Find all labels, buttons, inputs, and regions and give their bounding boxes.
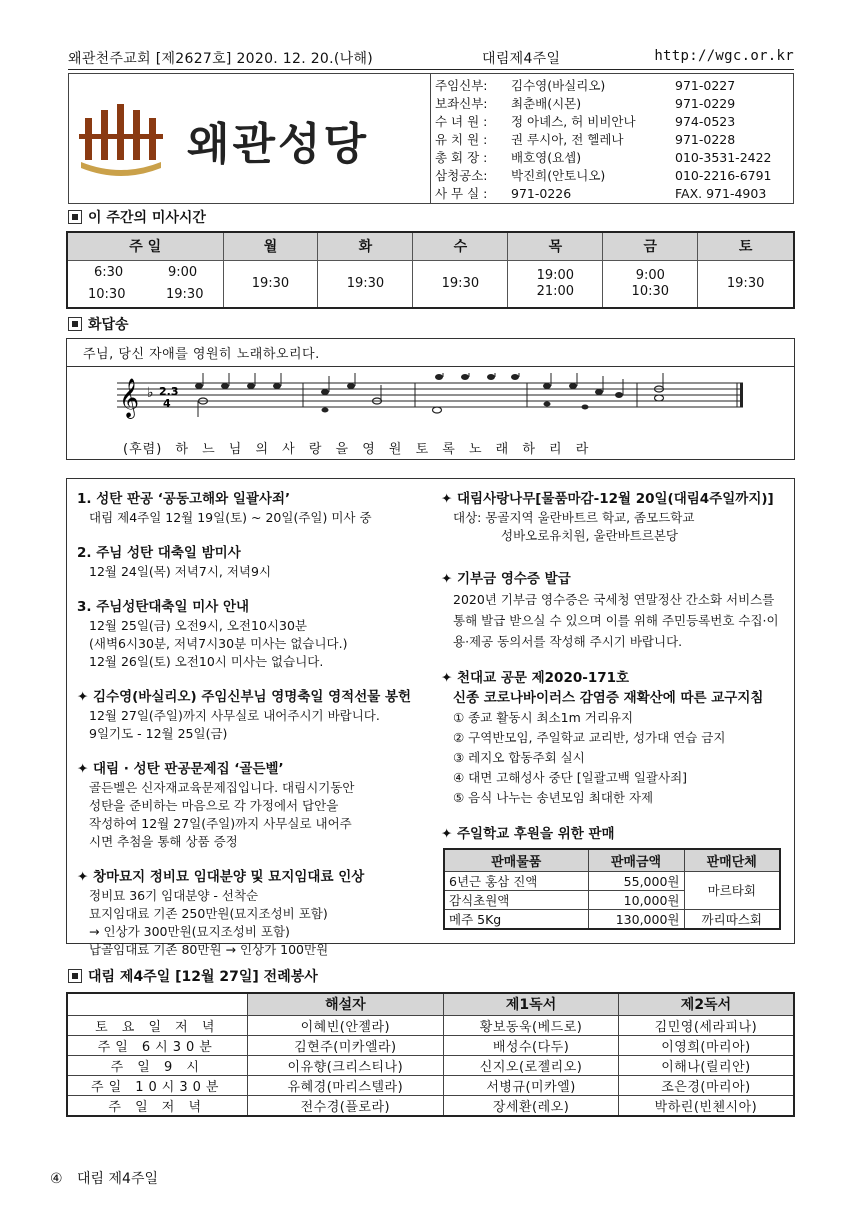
news-title: 3. 주님성탄대축일 미사 안내 — [77, 599, 250, 615]
news-line: 12월 27일(주일)까지 사무실로 내어주시기 바랍니다. — [89, 708, 380, 723]
news-line: 대상: 몽골지역 울란바트르 학교, 좀모드학교 — [453, 510, 695, 525]
news-title: ✦ 주일학교 후원을 위한 판매 — [441, 826, 615, 842]
service-time: 주 일 저 녁 — [67, 1095, 247, 1116]
staff-name: 김수영(바실리오) — [511, 78, 606, 93]
guideline-item: ① 종교 활동시 최소1m 거리유지 — [453, 710, 634, 725]
liturgical-day: 대림제4주일 — [482, 51, 561, 67]
svg-text:♭: ♭ — [147, 385, 154, 401]
staff-role: 총 회 장 : — [435, 150, 488, 165]
header-box — [68, 73, 794, 204]
mass-time: 10:30 — [88, 286, 126, 302]
day-header: 목 — [508, 232, 603, 260]
sale-price: 130,000원 — [588, 909, 684, 929]
footer-text: 대림 제4주일 — [77, 1171, 158, 1187]
guideline-item: ③ 레지오 합동주회 실시 — [453, 750, 585, 765]
column-header: 제2독서 — [618, 993, 794, 1015]
sale-item: 6년근 홍삼 진액 — [444, 871, 588, 890]
staff-name: 배호영(요셉) — [511, 150, 582, 165]
psalm-box — [66, 338, 795, 460]
news-item-love-tree — [441, 489, 791, 545]
sale-price: 55,000원 — [588, 871, 684, 890]
day-header: 금 — [603, 232, 698, 260]
mass-times-row — [67, 260, 794, 308]
day-header: 월 — [223, 232, 318, 260]
news-item-receipt — [441, 569, 791, 652]
guideline-item: ② 구역반모임, 주일학교 교리반, 성가대 연습 금지 — [453, 730, 726, 745]
page-footer — [50, 1168, 158, 1188]
service-time: 토 요 일 저 녁 — [67, 1015, 247, 1035]
staff-directory — [435, 77, 793, 203]
staff-phone: 974-0523 — [675, 114, 736, 129]
sunday-times — [67, 260, 223, 308]
news-right-column — [441, 489, 791, 946]
svg-text:𝄞: 𝄞 — [119, 378, 140, 418]
divider — [67, 366, 794, 367]
website-link[interactable]: http://wgc.or.kr — [654, 48, 794, 64]
reader1-name: 배성수(다두) — [444, 1035, 619, 1055]
friday-times — [603, 260, 698, 308]
staff-role: 사 무 실 : — [435, 186, 488, 201]
staff-phone: 971-0229 — [675, 96, 736, 111]
table-row — [444, 871, 780, 890]
news-line: → 인상가 300만원(묘지조성비 포함) — [89, 924, 290, 939]
reader2-name: 이해나(릴리안) — [618, 1055, 794, 1075]
mass-time: 19:30 — [166, 286, 204, 302]
psalm-refrain: 주님, 당신 자애를 영원히 노래하오리다. — [83, 347, 320, 362]
news-line: 성바오로유치원, 울란바트르본당 — [501, 528, 678, 543]
guideline-item: ④ 대면 고해성사 중단 [일괄고백 일괄사죄] — [453, 770, 688, 785]
commentator-name: 전수경(플로라) — [247, 1095, 444, 1116]
column-header: 해설자 — [247, 993, 444, 1015]
day-header: 토 — [698, 232, 794, 260]
news-title: ✦ 김수영(바실리오) 주임신부님 영명축일 영적선물 봉헌 — [77, 689, 412, 705]
svg-text:4: 4 — [163, 397, 171, 410]
svg-text:2.3: 2.3 — [159, 385, 179, 398]
staff-role: 유 치 원 : — [435, 132, 488, 147]
psalm-lyrics: (후렴) 하 느 님 의 사 랑 을 영 원 토 록 노 래 하 리 라 — [123, 442, 590, 457]
reader2-name: 조은경(마리아) — [618, 1075, 794, 1095]
news-line: 12월 24일(목) 저녁7시, 저녁9시 — [89, 564, 272, 579]
news-line: 작성하여 12월 27일(주일)까지 사무실로 내어주 — [89, 816, 352, 831]
column-header — [67, 993, 247, 1015]
news-item-diocese-notice — [441, 668, 791, 808]
table-header-row — [444, 849, 780, 871]
news-title: ✦ 대림사랑나무[물품마감-12월 20일(대림4주일까지)] — [441, 491, 774, 507]
table-row — [67, 1015, 794, 1035]
square-bullet-icon — [68, 317, 82, 331]
service-table — [66, 992, 795, 1117]
guideline-item: ⑤ 음식 나누는 송년모임 최대한 자제 — [453, 790, 654, 805]
staff-row — [435, 185, 793, 203]
news-subtitle: 신종 코로나바이러스 감염증 재확산에 따른 교구지침 — [453, 690, 764, 706]
parish-news-box — [66, 478, 795, 957]
staff-name: 권 루시아, 전 헬레나 — [511, 132, 624, 147]
news-item — [77, 489, 429, 527]
news-line: 대림 제4주일 12월 19일(토) ~ 20일(주일) 미사 중 — [89, 510, 372, 525]
table-row — [67, 1095, 794, 1116]
mass-time: 9:00 — [635, 267, 665, 283]
church-logo-icon — [77, 100, 177, 180]
news-title: ✦ 대림 · 성탄 판공문제집 ‘골든벨’ — [77, 761, 284, 777]
reader1-name: 황보동욱(베드로) — [444, 1015, 619, 1035]
commentator-name: 김현주(미카엘라) — [247, 1035, 444, 1055]
table-header-row — [67, 993, 794, 1015]
reader2-name: 이영희(마리아) — [618, 1035, 794, 1055]
news-title: ✦ 창마묘지 정비묘 임대분양 및 묘지임대료 인상 — [77, 869, 365, 885]
staff-row — [435, 113, 793, 131]
column-header: 판매단체 — [684, 849, 780, 871]
news-line: 9일기도 - 12월 25일(금) — [89, 726, 228, 741]
psalm-section-title: 화답송 — [68, 314, 129, 334]
commentator-name: 이유향(크리스티나) — [247, 1055, 444, 1075]
sale-price: 10,000원 — [588, 890, 684, 909]
news-title: 1. 성탄 판공 ‘공동고해와 일괄사죄’ — [77, 491, 291, 507]
news-title: 2. 주님 성탄 대축일 밤미사 — [77, 545, 241, 561]
mass-days-row — [67, 232, 794, 260]
staff-row — [435, 149, 793, 167]
reader1-name: 서병규(미카엘) — [444, 1075, 619, 1095]
music-staff-icon — [107, 373, 767, 435]
column-header: 제1독서 — [444, 993, 619, 1015]
staff-role: 주임신부: — [435, 78, 488, 93]
news-item — [77, 597, 429, 671]
staff-role: 보좌신부: — [435, 96, 488, 111]
sale-table — [443, 848, 781, 930]
news-line: 묘지임대료 기존 250만원(묘지조성비 포함) — [89, 906, 328, 921]
saturday-time: 19:30 — [698, 260, 794, 308]
staff-role: 삼청공소: — [435, 168, 488, 183]
staff-name: 971-0226 — [511, 186, 572, 201]
logo-area — [69, 74, 431, 203]
staff-phone: 010-2216-6791 — [675, 168, 772, 183]
news-line: (새벽6시30분, 저녁7시30분 미사는 없습니다.) — [89, 636, 348, 651]
sale-group: 까리따스회 — [684, 909, 780, 929]
news-item — [77, 759, 429, 851]
staff-name: 최춘배(시몬) — [511, 96, 582, 111]
guideline-list — [441, 708, 791, 808]
staff-row — [435, 95, 793, 113]
news-line: 골든벨은 신자재교육문제집입니다. 대림시기동안 — [89, 780, 355, 795]
service-time: 주일 6시30분 — [67, 1035, 247, 1055]
table-row — [444, 909, 780, 929]
column-header: 판매금액 — [588, 849, 684, 871]
staff-row — [435, 131, 793, 149]
reader2-name: 박하린(빈첸시아) — [618, 1095, 794, 1116]
day-header: 화 — [318, 232, 413, 260]
news-line: 성탄을 준비하는 마음으로 각 가정에서 답안을 — [89, 798, 339, 813]
table-row — [67, 1055, 794, 1075]
news-line: 정비묘 36기 임대분양 - 선착순 — [89, 888, 259, 903]
masthead — [68, 48, 794, 70]
news-line: 납골임대료 기존 80만원 → 인상가 100만원 — [89, 942, 329, 957]
news-line: 시면 추첨을 통해 상품 증정 — [89, 834, 238, 849]
reader2-name: 김민영(세라피나) — [618, 1015, 794, 1035]
staff-row — [435, 77, 793, 95]
service-time: 주일 10시30분 — [67, 1075, 247, 1095]
news-item — [77, 543, 429, 581]
commentator-name: 유혜경(마리스텔라) — [247, 1075, 444, 1095]
news-body: 2020년 기부금 영수증은 국세청 연말정산 간소화 서비스를 통해 발급 받으실 수 있으며 이를 위해 주민등록번호 수집·이용·제공 동의서를 작성해 주시기 바랍니다. — [453, 592, 779, 649]
staff-phone: FAX. 971-4903 — [675, 186, 767, 201]
mass-time: 6:30 — [94, 264, 124, 280]
news-title: ✦ 천대교 공문 제2020-171호 — [441, 670, 630, 686]
news-left-column — [77, 489, 429, 975]
sale-group: 마르타회 — [684, 871, 780, 909]
staff-role: 수 녀 원 : — [435, 114, 488, 129]
news-item — [77, 687, 429, 743]
page-number: ④ — [50, 1171, 63, 1187]
reader1-name: 장세환(레오) — [444, 1095, 619, 1116]
news-line: 12월 25일(금) 오전9시, 오전10시30분 — [89, 618, 307, 633]
day-header: 수 — [413, 232, 508, 260]
table-row — [67, 1075, 794, 1095]
news-title: ✦ 기부금 영수증 발급 — [441, 571, 571, 587]
news-item — [77, 867, 429, 959]
bulletin-issue: 왜관천주교회 [제2627호] 2020. 12. 20.(나해) — [68, 51, 374, 67]
square-bullet-icon — [68, 210, 82, 224]
square-bullet-icon — [68, 969, 82, 983]
reader1-name: 신지오(로젤리오) — [444, 1055, 619, 1075]
staff-row — [435, 167, 793, 185]
table-row — [67, 1035, 794, 1055]
mass-time: 9:00 — [168, 264, 198, 280]
mass-time: 19:00 — [536, 267, 575, 283]
mass-section-title: 이 주간의 미사시간 — [68, 207, 206, 227]
thursday-times — [508, 260, 603, 308]
tuesday-time: 19:30 — [318, 260, 413, 308]
mass-time: 10:30 — [631, 283, 670, 299]
staff-phone: 971-0227 — [675, 78, 736, 93]
day-header: 주 일 — [67, 232, 223, 260]
mass-schedule-table — [66, 231, 795, 309]
commentator-name: 이혜빈(안젤라) — [247, 1015, 444, 1035]
staff-name: 정 아녜스, 허 비비안나 — [511, 114, 636, 129]
staff-phone: 010-3531-2422 — [675, 150, 772, 165]
mass-time: 21:00 — [536, 283, 575, 299]
staff-phone: 971-0228 — [675, 132, 736, 147]
service-time: 주 일 9 시 — [67, 1055, 247, 1075]
staff-name: 박진희(안토니오) — [511, 168, 606, 183]
sale-item: 메주 5Kg — [444, 909, 588, 929]
column-header: 판매물품 — [444, 849, 588, 871]
wednesday-time: 19:30 — [413, 260, 508, 308]
news-line: 12월 26일(토) 오전10시 미사는 없습니다. — [89, 654, 324, 669]
church-name: 왜관성당 — [187, 119, 370, 170]
news-item-sale — [441, 824, 791, 930]
sale-item: 감식초원액 — [444, 890, 588, 909]
monday-time: 19:30 — [223, 260, 318, 308]
service-section-title: 대림 제4주일 [12월 27일] 전례봉사 — [68, 966, 318, 986]
